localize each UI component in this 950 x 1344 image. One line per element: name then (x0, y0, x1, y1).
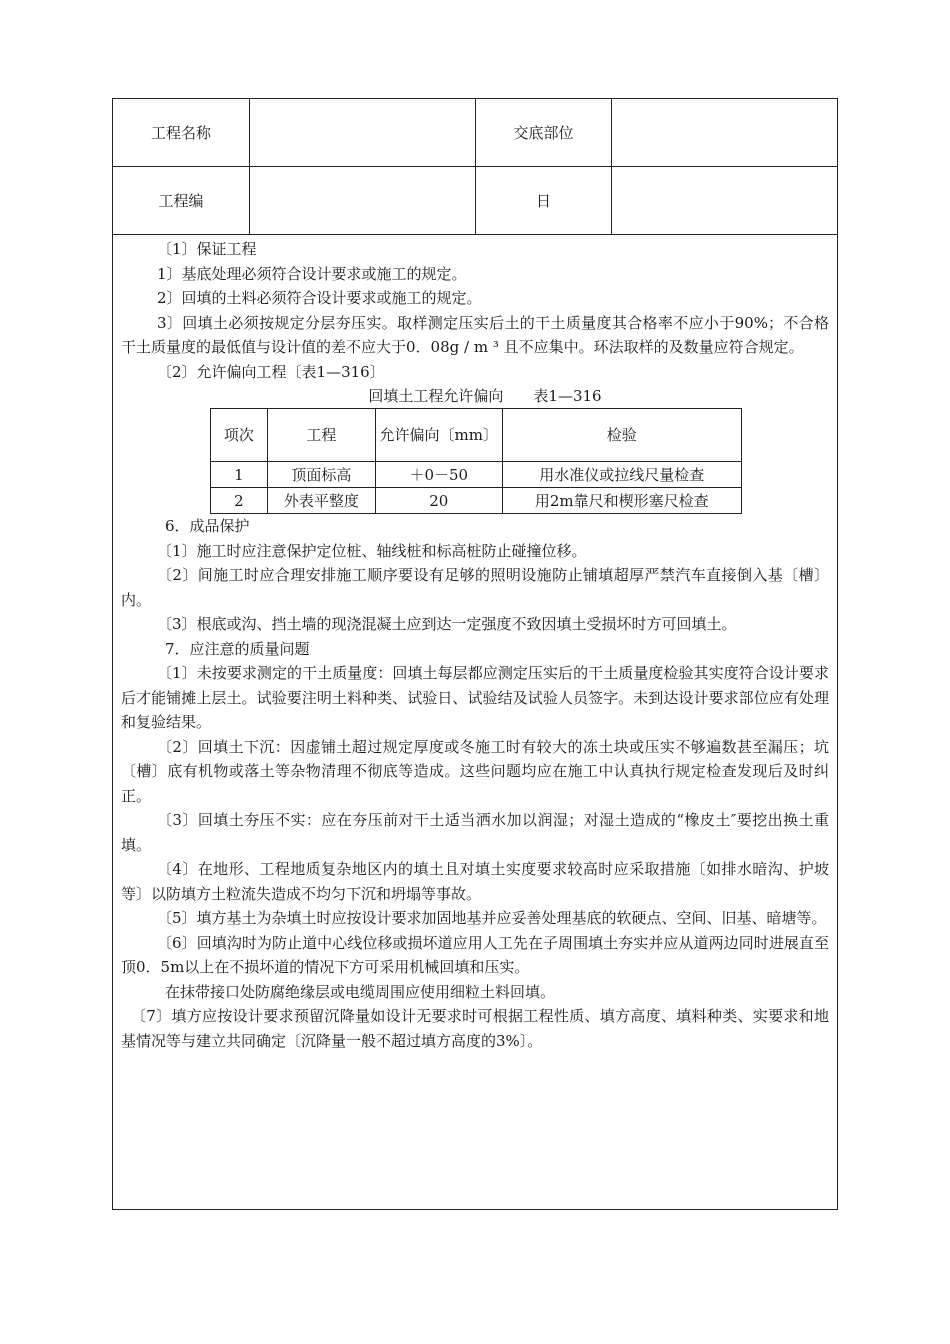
disclosure-part-label: 交底部位 (476, 99, 612, 166)
table-caption: 回填土工程允许偏向 表1—316 (368, 387, 602, 405)
date-label: 日 (476, 167, 612, 234)
table-cell: 用水准仪或拉线尺量检查 (502, 462, 741, 488)
table-header: 工程 (267, 409, 375, 462)
paragraph: 〔2〕回填土下沉：因虚铺土超过规定厚度或冬施工时有较大的冻土块或压实不够遍数甚至漏压；坑〔槽〕底有机物或落土等杂物清理不彻底等造成。这些问题均应在施工中认真执行规定检查发现后及时纠正。 (121, 737, 829, 805)
date-value (612, 167, 837, 234)
paragraph: 2〕回填的土料必须符合设计要求或施工的规定。 (157, 289, 482, 307)
disclosure-form (112, 98, 838, 1210)
project-name-label: 工程名称 (113, 99, 250, 166)
table-header: 检验 (502, 409, 741, 462)
project-name-value (250, 99, 476, 166)
header-row-2 (113, 167, 837, 235)
paragraph: 在抹带接口处防腐绝缘层或电缆周围应使用细粒土料回填。 (165, 982, 556, 1001)
table-cell: 1 (211, 462, 268, 488)
content-body (121, 237, 829, 1053)
table-header-row (211, 409, 742, 462)
table-header: 项次 (211, 409, 268, 462)
table-cell: ＋0－50 (376, 462, 503, 488)
paragraph: 1〕基底处理必须符合设计要求或施工的规定。 (157, 264, 467, 283)
paragraph: 〔3〕回填土夯压不实：应在夯压前对干土适当洒水加以润湿；对湿土造成的“橡皮土″要挖出换土重填。 (121, 811, 829, 854)
table-header: 允许偏向〔mm〕 (376, 409, 503, 462)
paragraph: 〔5〕填方基土为杂填土时应按设计要求加固地基并应妥善处理基底的软硬点、空间、旧基、暗塘等。 (157, 909, 827, 927)
table-cell: 用2m靠尺和楔形塞尺检查 (502, 488, 741, 514)
table-row (211, 462, 742, 488)
project-no-value (250, 167, 476, 234)
paragraph: 3〕回填土必须按规定分层夯压实。取样测定压实后土的干土质量度其合格率不应小于90%；不合格干土质量度的最低值与设计值的差不应大于0．08g / m ³ 且不应集中。环法取样的及数量应符合规定。 (121, 313, 829, 356)
table-cell: 外表平整度 (267, 488, 375, 514)
paragraph: 〔1〕未按要求测定的干土质量度：回填土每层都应测定压实后的干土质量度检验其实度符合设计要求后才能铺摊上层土。试验要注明土料种类、试验日、试验结及试验人员签字。未到达设计要求部位应有处理和复验结果。 (121, 664, 829, 731)
section-heading: 7．应注意的质量问题 (165, 639, 310, 658)
paragraph: 〔2〕间施工时应合理安排施工顺序要设有足够的照明设施防止铺填超厚严禁汽车直接倒入基〔槽〕内。 (121, 566, 829, 609)
disclosure-part-value (612, 99, 837, 166)
paragraph: 〔7〕填方应按设计要求预留沉降量如设计无要求时可根据工程性质、填方高度、填料种类、实要求和地基情况等与建立共同确定〔沉降量一般不超过填方高度的3%〕。 (121, 1007, 829, 1050)
paragraph: 〔4〕在地形、工程地质复杂地区内的填土且对填土实度要求较高时应采取措施〔如排水暗沟、护坡等〕以防填方土粒流失造成不均匀下沉和坍塌等事故。 (121, 860, 829, 903)
deviation-table (210, 408, 742, 514)
table-cell: 2 (211, 488, 268, 514)
section-heading: 6．成品保护 (165, 517, 250, 535)
paragraph: 〔1〕施工时应注意保护定位桩、轴线桩和标高桩防止碰撞位移。 (157, 541, 587, 560)
table-cell: 顶面标高 (267, 462, 375, 488)
table-cell: 20 (376, 488, 503, 514)
header-row-1 (113, 99, 837, 167)
table-row (211, 488, 742, 514)
paragraph: 〔6〕回填沟时为防止道中心线位移或损坏道应用人工先在子周围填土夯实并应从道两边同时进展直至顶0．5m以上在不损坏道的情况下方可采用机械回填和压实。 (121, 933, 829, 976)
paragraph: 〔2〕允许偏向工程〔表1—316〕 (157, 362, 385, 381)
project-no-label: 工程编 (113, 167, 250, 234)
paragraph: 〔3〕根底或沟、挡土墙的现浇混凝土应到达一定强度不致因填土受损坏时方可回填土。 (157, 615, 737, 633)
paragraph: 〔1〕保证工程 (157, 240, 257, 258)
